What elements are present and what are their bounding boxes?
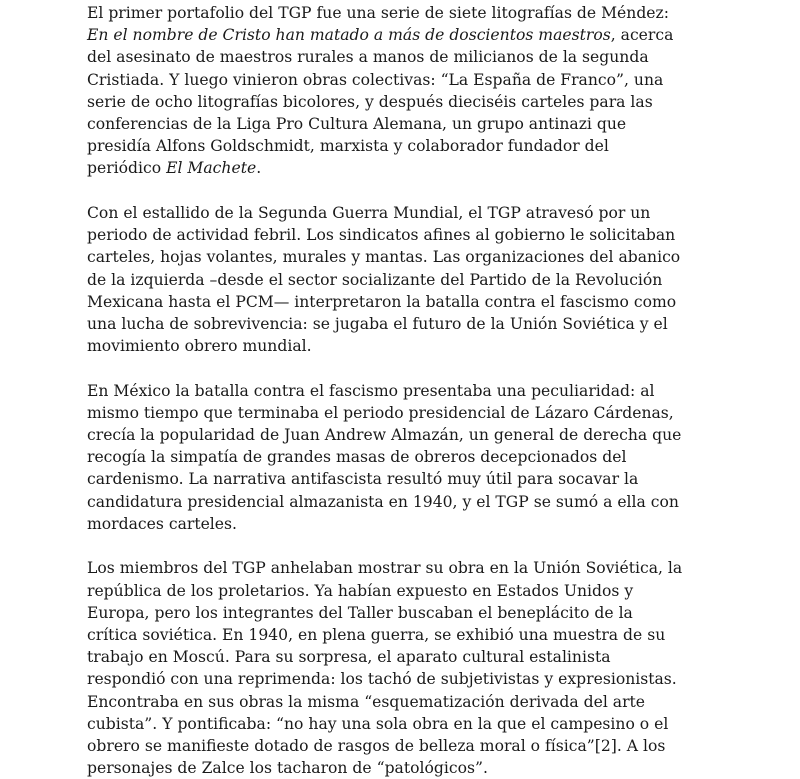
paragraph-3: En México la batalla contra el fascismo presentaba una peculiaridad: al mismo tiempo que terminaba el periodo presidencial de Lázaro Cárdenas, crecía la popularidad de Juan Andrew Almazán, un general de derecha que recogía la simpatía de grandes masas de obreros decepcionados del cardenismo. La narrativa antifascista resultó muy útil para socavar la candidatura presidencial almazanista en 1940, y el TGP se sumó a ella con mordaces carteles. <box>87 381 682 533</box>
paragraph-1-text-a: El primer portafolio del TGP fue una serie de siete litografías de Méndez: <box>87 4 670 22</box>
paragraph-1-text-c: . <box>256 159 262 178</box>
portfolio-title: En el nombre de Cristo han matado a más de doscientos maestros <box>87 26 611 45</box>
newspaper-title: El Machete <box>166 159 257 178</box>
paragraph-1-text-b: , acerca del asesinato de maestros rurales a manos de milicianos de la segunda Cristiada. Y luego vinieron obras colectivas: “La España de Franco”, una serie de ocho litografías bicolores, y después dieciséis carteles para las conferencias de la Liga Pro Cultura Alemana, un grupo antinazi que presidía Alfons Goldschmidt, marxista y colaborador fundador del periódico <box>87 26 674 178</box>
paragraph-4: Los miembros del TGP anhelaban mostrar su obra en la Unión Soviética, la república de los proletarios. Ya habían expuesto en Estados Unidos y Europa, pero los integrantes del Taller buscaban el beneplácito de la crítica soviética. En 1940, en plena guerra, se exhibió una muestra de su trabajo en Moscú. Para su sorpresa, el aparato cultural estalinista respondió con una reprimenda: los tachó de subjetivistas y expresionistas. Encontraba en sus obras la misma “esquematización derivada del arte cubista”. Y pontificaba: “no hay una sola obra en la que el campesino o el obrero se manifieste dotado de rasgos de belleza moral o física”[2]. A los personajes de Zalce los tacharon de “patológicos”. <box>87 559 683 778</box>
paragraph-1 <box>87 2 687 180</box>
paragraph-2: Con el estallido de la Segunda Guerra Mundial, el TGP atravesó por un periodo de actividad febril. Los sindicatos afines al gobierno le solicitaban carteles, hojas volantes, murales y mantas. Las organizaciones del abanico de la izquierda –desde el sector socializante del Partido de la Revolución Mexicana hasta el PCM— interpretaron la batalla contra el fascismo como una lucha de sobrevivencia: se jugaba el futuro de la Unión Soviética y el movimiento obrero mundial. <box>87 203 681 356</box>
article-body <box>87 2 687 779</box>
